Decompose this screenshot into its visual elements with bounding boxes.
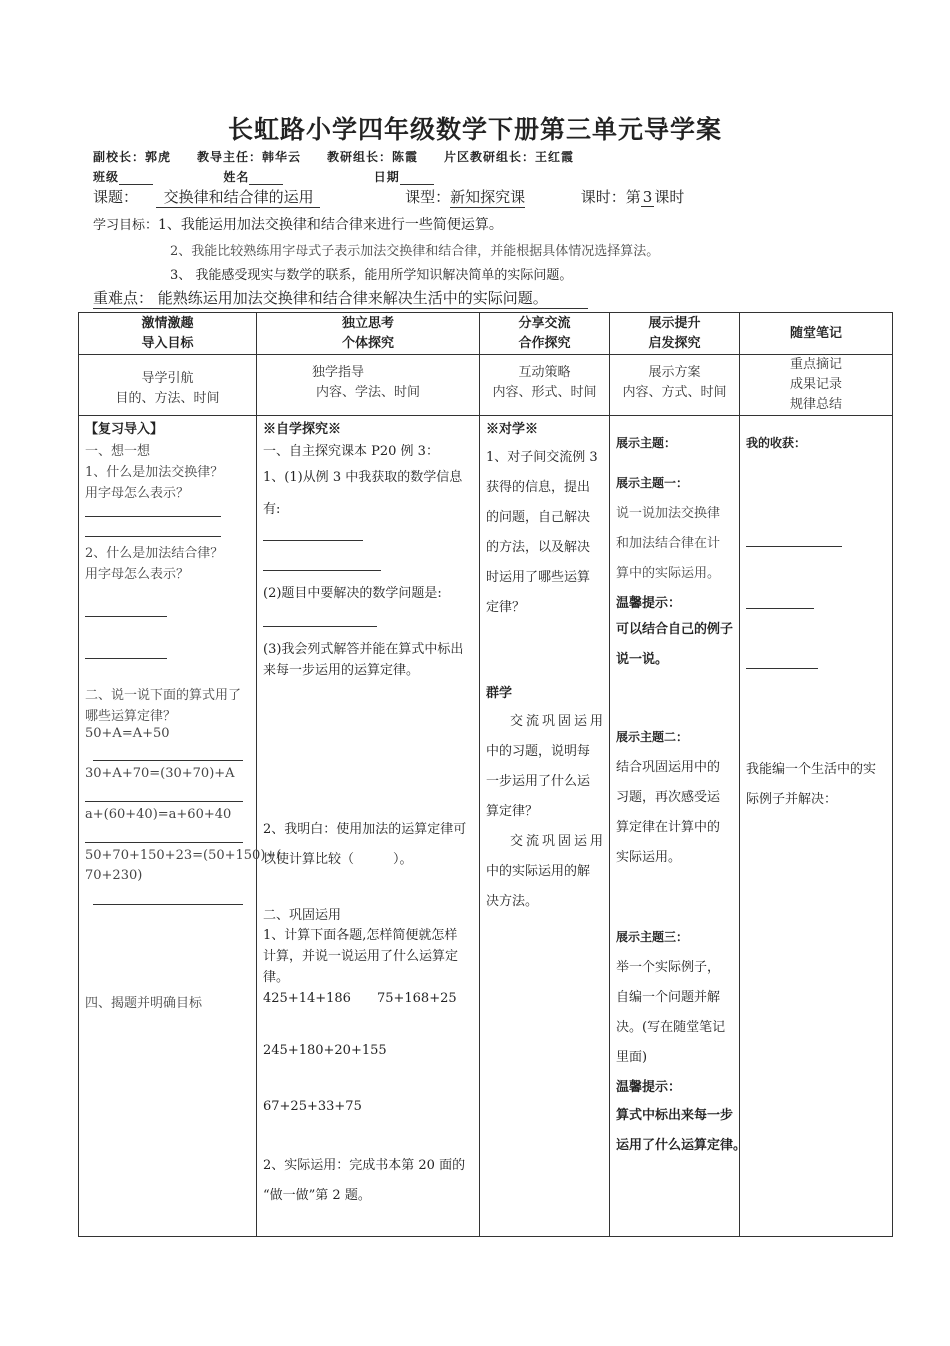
practice-problem-2: 245+180+20+155: [263, 1043, 387, 1058]
theme-3-heading: 展示主题三：: [616, 930, 689, 944]
notes-line[interactable]: [746, 546, 842, 547]
group-line-2: 中的习题，说明每: [486, 744, 591, 759]
group-line-3: 一步运用了什么运: [486, 774, 591, 789]
header-cell-4: 展示提升 启发探究: [610, 313, 740, 355]
answer-line[interactable]: [85, 616, 167, 617]
answer-line[interactable]: [93, 904, 243, 905]
pair-line-1: 1、对子间交流例 3: [486, 450, 598, 465]
theme-2-line-4: 实际运用。: [616, 850, 682, 865]
goal-2: 2、我能比较熟练用字母式子表示加法交换律和结合律，并能根据具体情况选择算法。: [170, 244, 660, 259]
header-cell-3: 分享交流 合作探究: [480, 313, 610, 355]
reveal-goal-heading: 四、揭题并明确目标: [85, 996, 203, 1011]
group-line-6: 中的实际运用的解: [486, 864, 591, 879]
tip-2-heading: 温馨提示：: [616, 1080, 682, 1095]
theme-2-line-1: 结合巩固运用中的: [616, 760, 721, 775]
period-label: 课时：第: [580, 188, 641, 206]
group-line-7: 决方法。: [486, 894, 539, 909]
answer-line[interactable]: [85, 842, 243, 843]
date-field[interactable]: [400, 170, 434, 185]
problem-question: (2)题目中要解决的数学问题是:: [263, 586, 442, 601]
date-label: 日期: [373, 170, 400, 184]
solve-instruction-cont: 来每一步运用的运算定律。: [263, 663, 420, 678]
review-cell: [79, 416, 282, 1237]
question-1a: 1、什么是加法交换律？: [85, 465, 224, 480]
practice-instruction-cont: 计算，并说一说运用了什么运算定: [263, 949, 459, 964]
expression-2: 30+A+70=(30+70)+A: [85, 766, 235, 781]
subheader-cell-5: 重点摘记 成果记录 规律总结: [740, 355, 893, 416]
theme-3-line-4: 里面): [616, 1050, 648, 1065]
subheader-row: [79, 355, 893, 416]
answer-line[interactable]: [85, 801, 243, 802]
practice-instruction-end: 律。: [263, 970, 290, 985]
key-points-text: 重难点： 能熟练运用加法交换律和结合律来解决生活中的实际问题。: [93, 287, 588, 309]
theme-2-line-2: 习题，再次感受运: [616, 790, 721, 805]
tip-1-heading: 温馨提示：: [616, 596, 682, 611]
subheader-cell-4: 展示方案 内容、方式、时间: [610, 355, 740, 416]
class-field[interactable]: [119, 170, 153, 185]
period-suffix: 课时: [654, 188, 685, 206]
theme-heading: 展示主题：: [616, 436, 677, 450]
subheader-cell-1: 导学引航 目的、方法、时间: [79, 355, 257, 416]
notes-line[interactable]: [746, 608, 814, 609]
class-label: 班级: [93, 170, 120, 184]
goal-1: 1、我能运用加法交换律和结合律来进行一些简便运算。: [158, 217, 503, 233]
question-1b: 用字母怎么表示？: [85, 486, 190, 501]
expression-4a: 50+70+150+23=(50+150)+(: [85, 848, 282, 863]
say-heading-a: 二、说一说下面的算式用了: [85, 688, 242, 703]
theme-3-line-3: 决。(写在随堂笔记: [616, 1020, 726, 1035]
key-points: [93, 287, 588, 309]
notes-line[interactable]: [746, 668, 818, 669]
period-value: 3: [642, 188, 653, 206]
understand-line-cont: 以使计算比较（ ）。: [263, 852, 413, 867]
pair-line-6: 定律？: [486, 600, 526, 615]
self-study-heading: ※自学探究※: [263, 422, 342, 437]
application-line-cont: “做一做”第 2 题。: [263, 1188, 371, 1203]
theme-2-line-3: 算定律在计算中的: [616, 820, 721, 835]
pair-line-5: 时运用了哪些运算: [486, 570, 591, 585]
topic-value: 交换律和结合律的运用: [156, 186, 320, 208]
goals-label: 学习目标：: [93, 218, 159, 233]
understand-line: 2、我明白：使用加法的运算定律可: [263, 822, 467, 837]
goal-3: 3、 我能感受现实与数学的联系，能用所学知识解决简单的实际问题。: [170, 268, 573, 283]
tip-2-line-2: 运用了什么运算定律。: [616, 1138, 747, 1153]
theme-3-line-2: 自编一个问题并解: [616, 990, 721, 1005]
expression-3: a+(60+40)=a+60+40: [85, 807, 232, 822]
info-question-cont: 有:: [263, 502, 281, 517]
tip-1-line-2: 说一说。: [616, 652, 669, 667]
header-cell-2: 独立思考 个体探究: [257, 313, 480, 355]
question-2a: 2、什么是加法结合律？: [85, 546, 224, 561]
theme-1-line-2: 和加法结合律在计: [616, 536, 721, 551]
type-label: 课型：: [405, 188, 451, 206]
pair-line-2: 获得的信息，提出: [486, 480, 591, 495]
name-field[interactable]: [249, 170, 283, 185]
answer-line[interactable]: [85, 658, 167, 659]
header-cell-1: 激情激趣 导入目标: [79, 313, 257, 355]
theme-1-line-3: 算中的实际运用。: [616, 566, 721, 581]
question-2b: 用字母怎么表示？: [85, 567, 190, 582]
application-line: 2、实际运用：完成书本第 20 面的: [263, 1158, 466, 1173]
practice-problem-3: 67+25+33+75: [263, 1099, 362, 1114]
pair-study-cell: [480, 416, 610, 1237]
expression-1: 50+A=A+50: [85, 726, 170, 741]
topic-label: 课题：: [93, 188, 139, 206]
answer-line[interactable]: [263, 570, 381, 571]
pair-study-heading: ※对学※: [486, 422, 539, 437]
pair-line-3: 的问题，自己解决: [486, 510, 591, 525]
explore-intro: 一、自主探究课本 P20 例 3：: [263, 444, 439, 459]
review-heading: 【复习导入】: [85, 422, 164, 437]
expression-4b: 70+230): [85, 868, 143, 883]
subheader-cell-2: 独学指导 内容、学法、时间: [257, 355, 480, 416]
pair-line-4: 的方法，以及解决: [486, 540, 591, 555]
answer-line[interactable]: [85, 536, 221, 537]
group-line-4: 算定律？: [486, 804, 539, 819]
theme-1-line-1: 说一说加法交换律: [616, 506, 721, 521]
lesson-info: [93, 186, 684, 208]
theme-1-heading: 展示主题一：: [616, 476, 689, 490]
practice-heading: 二、巩固运用: [263, 908, 342, 923]
tip-1-line-1: 可以结合自己的例子: [616, 622, 734, 637]
type-value: 新知探究课: [450, 188, 526, 206]
lesson-table: [78, 312, 893, 1237]
answer-line[interactable]: [93, 760, 243, 761]
answer-line[interactable]: [85, 516, 221, 517]
self-study-cell: [257, 416, 480, 1237]
my-gains-heading: 我的收获：: [746, 436, 807, 450]
page-title: 长虹路小学四年级数学下册第三单元导学案: [227, 115, 722, 144]
header-row: [79, 313, 893, 355]
tip-2-line-1: 算式中标出来每一步: [616, 1108, 734, 1123]
header-cell-5: 随堂笔记: [740, 313, 893, 355]
staff-line: 副校长：郭虎 教导主任：韩华云 教研组长：陈霞 片区教研组长：王红霞: [93, 150, 575, 164]
info-question: 1、(1)从例 3 中我获取的数学信息: [263, 470, 463, 485]
practice-instruction: 1、计算下面各题,怎样简便就怎样: [263, 928, 458, 943]
example-prompt-2: 际例子并解决：: [746, 792, 838, 807]
answer-line[interactable]: [263, 540, 363, 541]
answer-line[interactable]: [263, 626, 377, 627]
solve-instruction: (3)我会列式解答并能在算式中标出: [263, 642, 464, 657]
say-heading-b: 哪些运算定律？: [85, 709, 177, 724]
practice-problems-1: 425+14+186 75+168+25: [263, 991, 457, 1006]
presentation-cell: [610, 416, 747, 1237]
think-heading: 一、想一想: [85, 444, 151, 459]
notes-cell: [740, 416, 893, 1237]
example-prompt-1: 我能编一个生活中的实: [746, 762, 877, 777]
group-study-heading: 群学: [486, 686, 513, 701]
content-row: [79, 416, 893, 1237]
group-line-5: 交流巩固运用: [510, 834, 607, 849]
theme-2-heading: 展示主题二：: [616, 730, 689, 744]
theme-3-line-1: 举一个实际例子，: [616, 960, 721, 975]
name-label: 姓名: [223, 170, 250, 184]
student-info-line: [93, 168, 434, 185]
subheader-cell-3: 互动策略 内容、形式、时间: [480, 355, 610, 416]
goal-line-1: [93, 214, 503, 234]
group-line-1: 交流巩固运用: [510, 714, 607, 729]
